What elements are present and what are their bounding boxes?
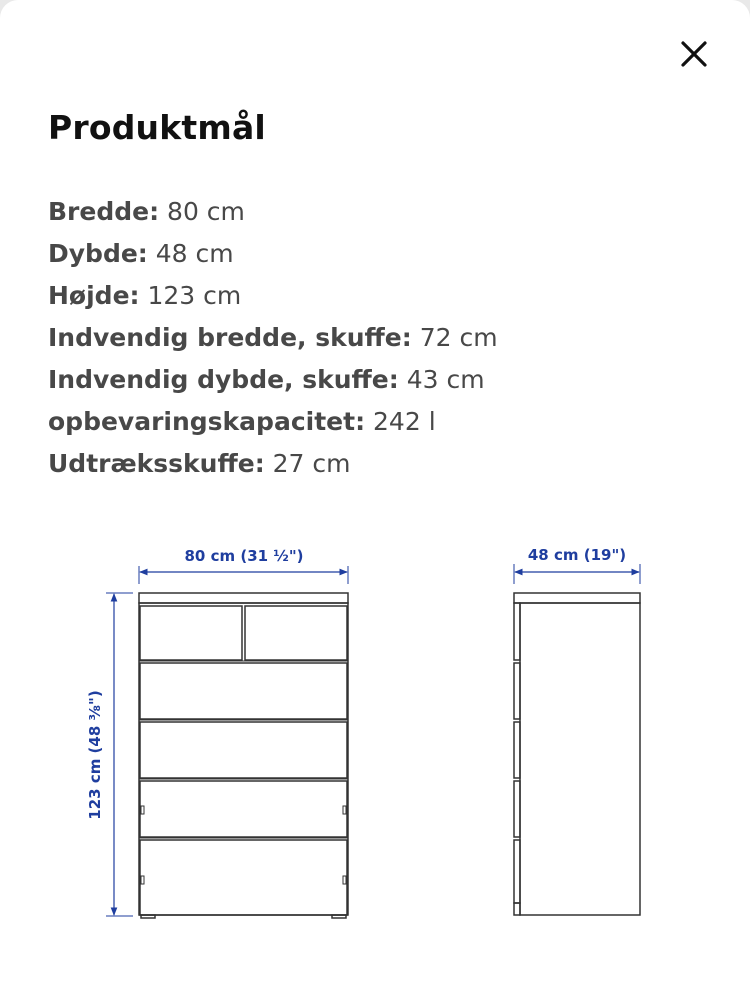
dimension-value: 72 cm bbox=[419, 323, 498, 352]
dimension-label: Dybde: bbox=[48, 239, 148, 268]
dimension-item-height bbox=[48, 275, 498, 317]
dimension-label: opbevaringskapacitet: bbox=[48, 407, 366, 436]
front-width-label: 80 cm (31 ½") bbox=[184, 547, 304, 565]
side-view-chest bbox=[514, 593, 640, 915]
height-label: 123 cm (48 ⅜") bbox=[86, 690, 104, 820]
dimension-value: 27 cm bbox=[272, 449, 351, 478]
dimension-label: Højde: bbox=[48, 281, 140, 310]
height-dimension bbox=[86, 593, 133, 916]
dimension-value: 242 l bbox=[373, 407, 436, 436]
front-view-chest bbox=[139, 593, 348, 918]
dimension-label: Bredde: bbox=[48, 197, 160, 226]
dimension-item-drawer-extension bbox=[48, 443, 498, 485]
dimension-drawing bbox=[0, 520, 750, 940]
dimension-value: 43 cm bbox=[406, 365, 485, 394]
front-width-dimension bbox=[139, 547, 348, 584]
dimension-value: 80 cm bbox=[167, 197, 245, 226]
side-depth-label: 48 cm (19") bbox=[527, 546, 627, 564]
dimension-item-inner-depth bbox=[48, 359, 498, 401]
side-depth-dimension bbox=[514, 546, 640, 584]
dimension-label: Udtræksskuffe: bbox=[48, 449, 265, 478]
dimension-item-capacity bbox=[48, 401, 498, 443]
dimension-value: 48 cm bbox=[155, 239, 234, 268]
close-icon bbox=[680, 40, 708, 68]
dimension-item-depth bbox=[48, 233, 498, 275]
dimension-value: 123 cm bbox=[147, 281, 242, 310]
close-button[interactable] bbox=[672, 32, 716, 76]
dimension-label: Indvendig dybde, skuffe: bbox=[48, 365, 399, 394]
dimension-item-width bbox=[48, 191, 498, 233]
dimensions-list bbox=[48, 191, 498, 485]
dimension-item-inner-width bbox=[48, 317, 498, 359]
dimension-label: Indvendig bredde, skuffe: bbox=[48, 323, 412, 352]
page-title: Produktmål bbox=[48, 108, 266, 147]
